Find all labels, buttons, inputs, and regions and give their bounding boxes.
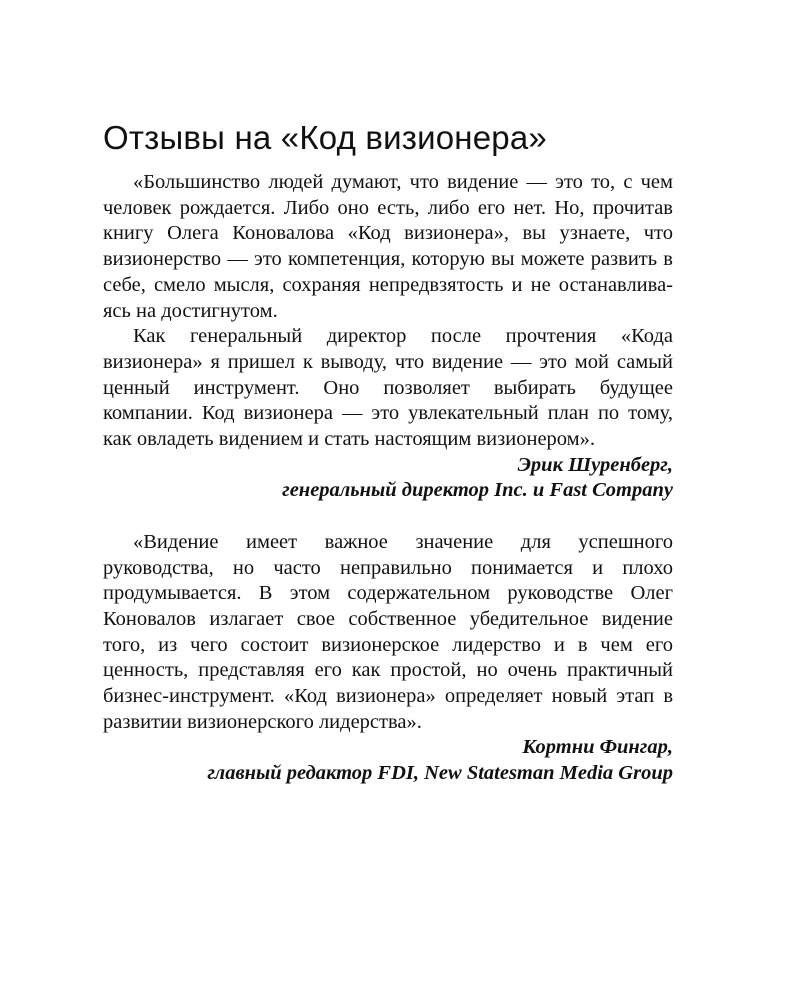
review-2-paragraph-1: «Видение имеет важное значение для успешного руководства, но часто неправильно понимается и плохо продумывается. В этом содержательном руководстве Олег Коновалов излагает свое собственное убедительное видение того, из чего состоит визионерское лидерство и в чем его ценность, представляя его как простой, но очень практичный бизнес-инструмент. «Код визионера» определяет новый этап в развитии визионерского лидерства». bbox=[103, 530, 673, 733]
review-separator bbox=[103, 504, 673, 530]
review-2-author: Кортни Фингар, bbox=[522, 736, 673, 759]
review-2 bbox=[103, 530, 673, 787]
page-title: Отзывы на «Код визионера» bbox=[103, 119, 547, 156]
review-1-author: Эрик Шуренберг, bbox=[517, 453, 673, 476]
review-2-position: главный редактор FDI, New Statesman Media Group bbox=[207, 762, 673, 785]
review-1-paragraph-2: Как генеральный директор после прочтения «Кода визионера» я пришел к выводу, что видение — это мой самый ценный инструмент. Оно позволяет выбирать будущее компании. Код визионера — это увлекательный план по тому, как овладеть видением и стать настоящим визионером». bbox=[103, 325, 673, 451]
review-1-position: генеральный директор Inc. и Fast Company bbox=[282, 479, 673, 502]
book-page bbox=[103, 118, 673, 787]
review-1 bbox=[103, 170, 673, 504]
review-1-paragraph-1: «Большинство людей думают, что видение — это то, с чем человек рождается. Либо оно есть, либо его нет. Но, прочитав книгу Олега Коновалова «Код визионера», вы узнаете, что визионерство — это компетенция, которую вы можете развить в себе, смело мысля, сохраняя непредвзятость и не останавливаясь на достигнутом. bbox=[103, 171, 673, 322]
